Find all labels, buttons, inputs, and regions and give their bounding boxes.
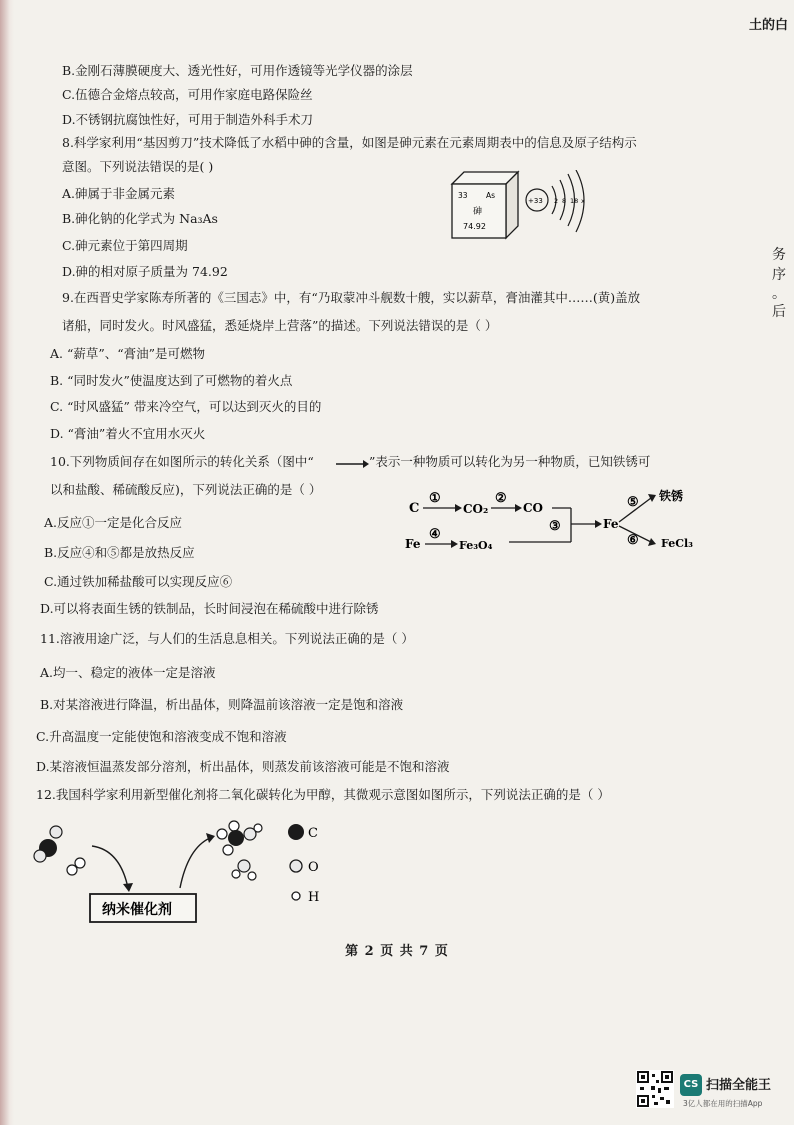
option-line: C. “时风盛猛” 带来冷空气，可以达到灭火的目的 xyxy=(50,399,322,414)
atomic-mass: 74.92 xyxy=(463,222,486,231)
legend-o: O xyxy=(308,860,319,875)
option-line: C.伍德合金熔点较高，可用作家庭电路保险丝 xyxy=(62,87,313,102)
shell-electrons: x xyxy=(581,197,585,205)
option-line: D. “膏油”着火不宜用水灭火 xyxy=(50,426,206,441)
option-line: B.反应④和⑤都是放热反应 xyxy=(44,545,195,560)
question-line: 8.科学家利用“基因剪刀”技术降低了水稻中砷的含量，如图是砷元素在元素周期表中的信息及原子结构示 xyxy=(62,135,637,150)
side-char: 序 xyxy=(772,267,786,283)
side-char: 。 xyxy=(772,286,786,302)
shell-electrons: 2 xyxy=(554,197,559,205)
question-line: 12.我国科学家利用新型催化剂将二氧化碳转化为甲醇，其微观示意图如图所示，下列说法正确的是（ ） xyxy=(36,787,610,802)
element-symbol: As xyxy=(486,191,496,200)
shell-electrons: 8 xyxy=(562,197,567,205)
scanner-subtitle: 3亿人都在用的扫描App xyxy=(683,1099,763,1108)
question-line: ”表示一种物质可以转化为另一种物质，已知铁锈可 xyxy=(369,454,651,469)
question-line: 9.在西晋史学家陈寿所著的《三国志》中，有“乃取蒙冲斗舰数十艘，实以薪草，膏油灌其中……(黄)盖放 xyxy=(62,290,641,305)
legend-c: C xyxy=(308,826,318,841)
question-line: 11.溶液用途广泛，与人们的生活息息相关。下列说法正确的是（ ） xyxy=(40,631,414,646)
reaction-2: ② xyxy=(495,491,507,506)
question-line: 诸船，同时发火。时风盛猛，悉延烧岸上营落”的描述。下列说法错误的是（ ） xyxy=(62,318,498,333)
question-line: 10.下列物质间存在如图所示的转化关系（图中“ xyxy=(50,454,314,469)
option-line: D.可以将表面生锈的铁制品，长时间浸泡在稀硫酸中进行除锈 xyxy=(40,601,379,616)
qr-code-icon xyxy=(636,1070,674,1108)
reaction-1: ① xyxy=(429,491,441,506)
node-fe3o4: Fe₃O₄ xyxy=(459,539,493,552)
node-fe: Fe xyxy=(603,517,619,531)
node-fecl3: FeCl₃ xyxy=(661,537,693,550)
catalyst-label: 纳米催化剂 xyxy=(102,902,172,918)
legend-h: H xyxy=(308,890,320,905)
micro-diagram xyxy=(30,818,350,932)
option-line: B.金刚石薄膜硬度大、透光性好，可用作透镜等光学仪器的涂层 xyxy=(62,63,413,78)
reaction-3: ③ xyxy=(549,519,561,534)
nucleus-charge: +33 xyxy=(528,197,543,205)
conversion-diagram xyxy=(405,482,705,564)
page-footer: 第 2 页 共 7 页 xyxy=(345,944,449,959)
side-char: 后 xyxy=(772,304,786,320)
option-line: B.砷化钠的化学式为 Na₃As xyxy=(62,211,218,226)
element-name: 砷 xyxy=(473,207,483,217)
option-line: B.对某溶液进行降温，析出晶体，则降温前该溶液一定是饱和溶液 xyxy=(40,697,404,712)
node-co: CO xyxy=(523,501,544,515)
question-line: 意图。下列说法错误的是( ) xyxy=(62,159,214,174)
option-line: B. “同时发火”使温度达到了可燃物的着火点 xyxy=(50,373,293,388)
corner-text: 土的白 xyxy=(748,18,788,33)
option-line: D.砷的相对原子质量为 74.92 xyxy=(62,264,228,279)
node-rust: 铁锈 xyxy=(659,489,684,503)
option-line: D.某溶液恒温蒸发部分溶剂，析出晶体，则蒸发前该溶液可能是不饱和溶液 xyxy=(36,759,450,774)
node-fe-start: Fe xyxy=(405,537,421,551)
node-co2: CO₂ xyxy=(463,502,489,516)
scanner-logo-icon: CS xyxy=(680,1074,702,1096)
option-line: A.反应①一定是化合反应 xyxy=(44,515,183,530)
node-c: C xyxy=(409,501,420,516)
option-line: A.砷属于非金属元素 xyxy=(62,186,176,201)
reaction-4: ④ xyxy=(429,527,441,542)
option-line: C.通过铁加稀盐酸可以实现反应⑥ xyxy=(44,574,233,589)
option-line: C.升高温度一定能使饱和溶液变成不饱和溶液 xyxy=(36,729,287,744)
element-card-figure xyxy=(450,170,630,244)
option-line: C.砷元素位于第四周期 xyxy=(62,238,188,253)
option-line: A.均一、稳定的液体一定是溶液 xyxy=(40,665,216,680)
atomic-number: 33 xyxy=(458,191,468,200)
option-line: A. “薪草”、“膏油”是可燃物 xyxy=(50,346,206,361)
reaction-6: ⑥ xyxy=(627,533,639,548)
option-line: D.不锈钢抗腐蚀性好，可用于制造外科手术刀 xyxy=(62,112,314,127)
arrow-symbol xyxy=(335,455,369,474)
question-line: 以和盐酸、稀硫酸反应)，下列说法正确的是（ ） xyxy=(50,482,322,497)
side-char: 务 xyxy=(772,247,786,263)
scanner-title: 扫描全能王 xyxy=(706,1078,772,1093)
reaction-5: ⑤ xyxy=(627,495,639,510)
shell-electrons: 18 xyxy=(570,197,579,205)
